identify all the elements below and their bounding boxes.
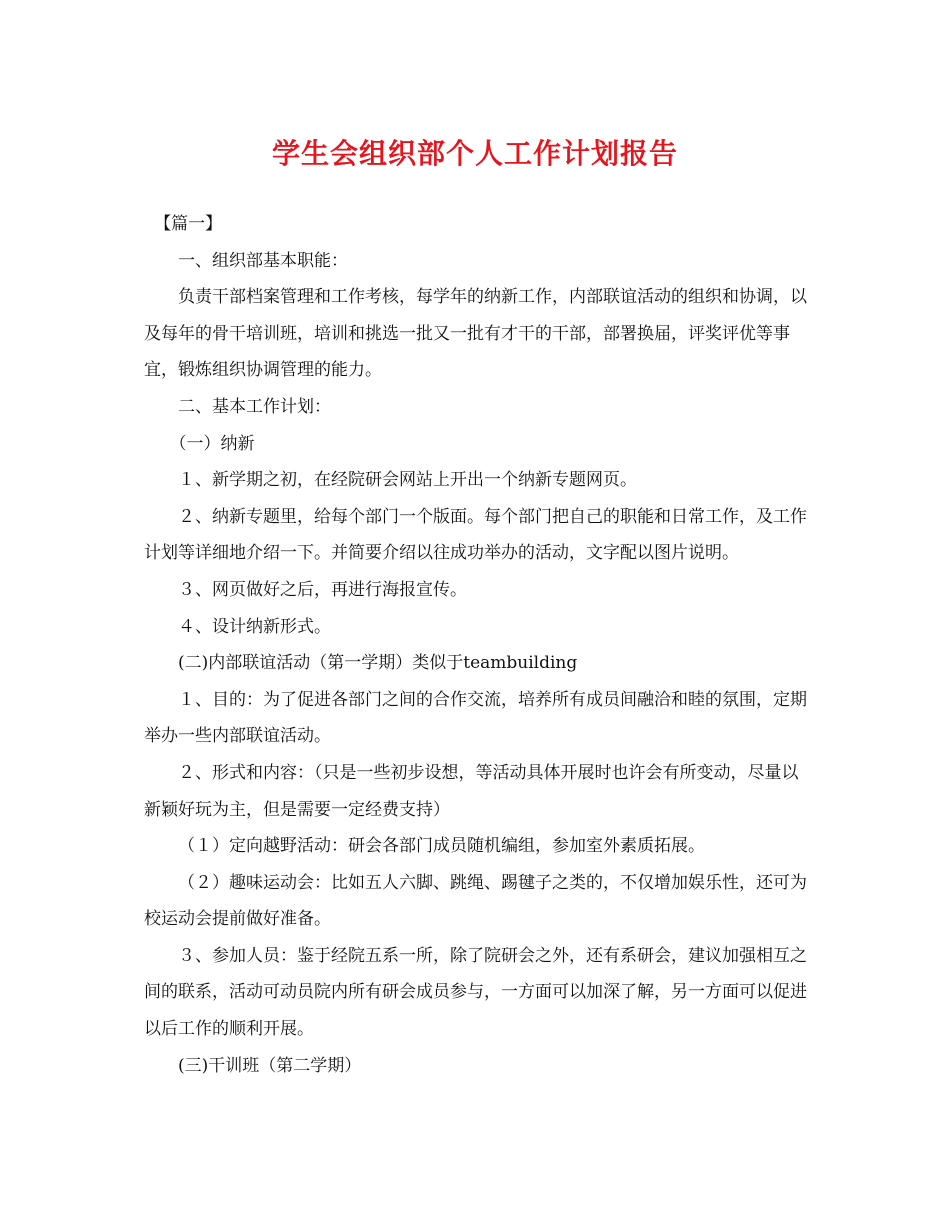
subheading-paragraph: (二)内部联谊活动（第一学期）类似于teambuilding — [178, 653, 578, 674]
body-paragraph: ４、设计纳新形式。 — [178, 616, 331, 637]
body-paragraph: ２、形式和内容：（只是一些初步设想，等活动具体开展时也许会有所变动，尽量以新颖好玩为主，但是需要一定经费支持） — [144, 762, 799, 820]
subheading-paragraph: (三)干训班（第二学期） — [178, 1055, 362, 1076]
body-paragraph: （２）趣味运动会：比如五人六脚、跳绳、踢毽子之类的，不仅增加娱乐性，还可为校运动会提前做好准备。 — [144, 872, 807, 930]
body-paragraph: ３、参加人员：鉴于经院五系一所，除了院研会之外，还有系研会，建议加强相互之间的联系，活动可动员院内所有研会成员参与，一方面可以加深了解，另一方面可以促进以后工作的顺利开展。 — [144, 945, 807, 1040]
body-paragraph: １、新学期之初，在经院研会网站上开出一个纳新专题网页。 — [178, 470, 637, 491]
document-body — [144, 206, 812, 1084]
section-heading: 【篇一】 — [154, 214, 223, 234]
page-title: 学生会组织部个人工作计划报告 — [271, 137, 678, 170]
heading-paragraph: 二、基本工作计划： — [178, 396, 331, 417]
subheading-paragraph: （一）纳新 — [169, 433, 255, 454]
body-paragraph: １、目的：为了促进各部门之间的合作交流，培养所有成员间融洽和睦的氛围，定期举办一些内部联谊活动。 — [144, 689, 807, 747]
body-paragraph: ２、纳新专题里，给每个部门一个版面。每个部门把自己的职能和日常工作，及工作计划等详细地介绍一下。并简要介绍以往成功举办的活动，文字配以图片说明。 — [144, 506, 807, 564]
body-paragraph: （１）定向越野活动：研会各部门成员随机编组，参加室外素质拓展。 — [178, 836, 705, 857]
body-paragraph: ３、网页做好之后，再进行海报宣传。 — [178, 579, 467, 600]
heading-paragraph: 一、组织部基本职能： — [178, 250, 348, 271]
body-paragraph: 负责干部档案管理和工作考核，每学年的纳新工作，内部联谊活动的组织和协调，以及每年的骨干培训班，培训和挑选一批又一批有才干的干部，部署换届，评奖评优等事宜，锻炼组织协调管理的能力。 — [144, 287, 807, 381]
